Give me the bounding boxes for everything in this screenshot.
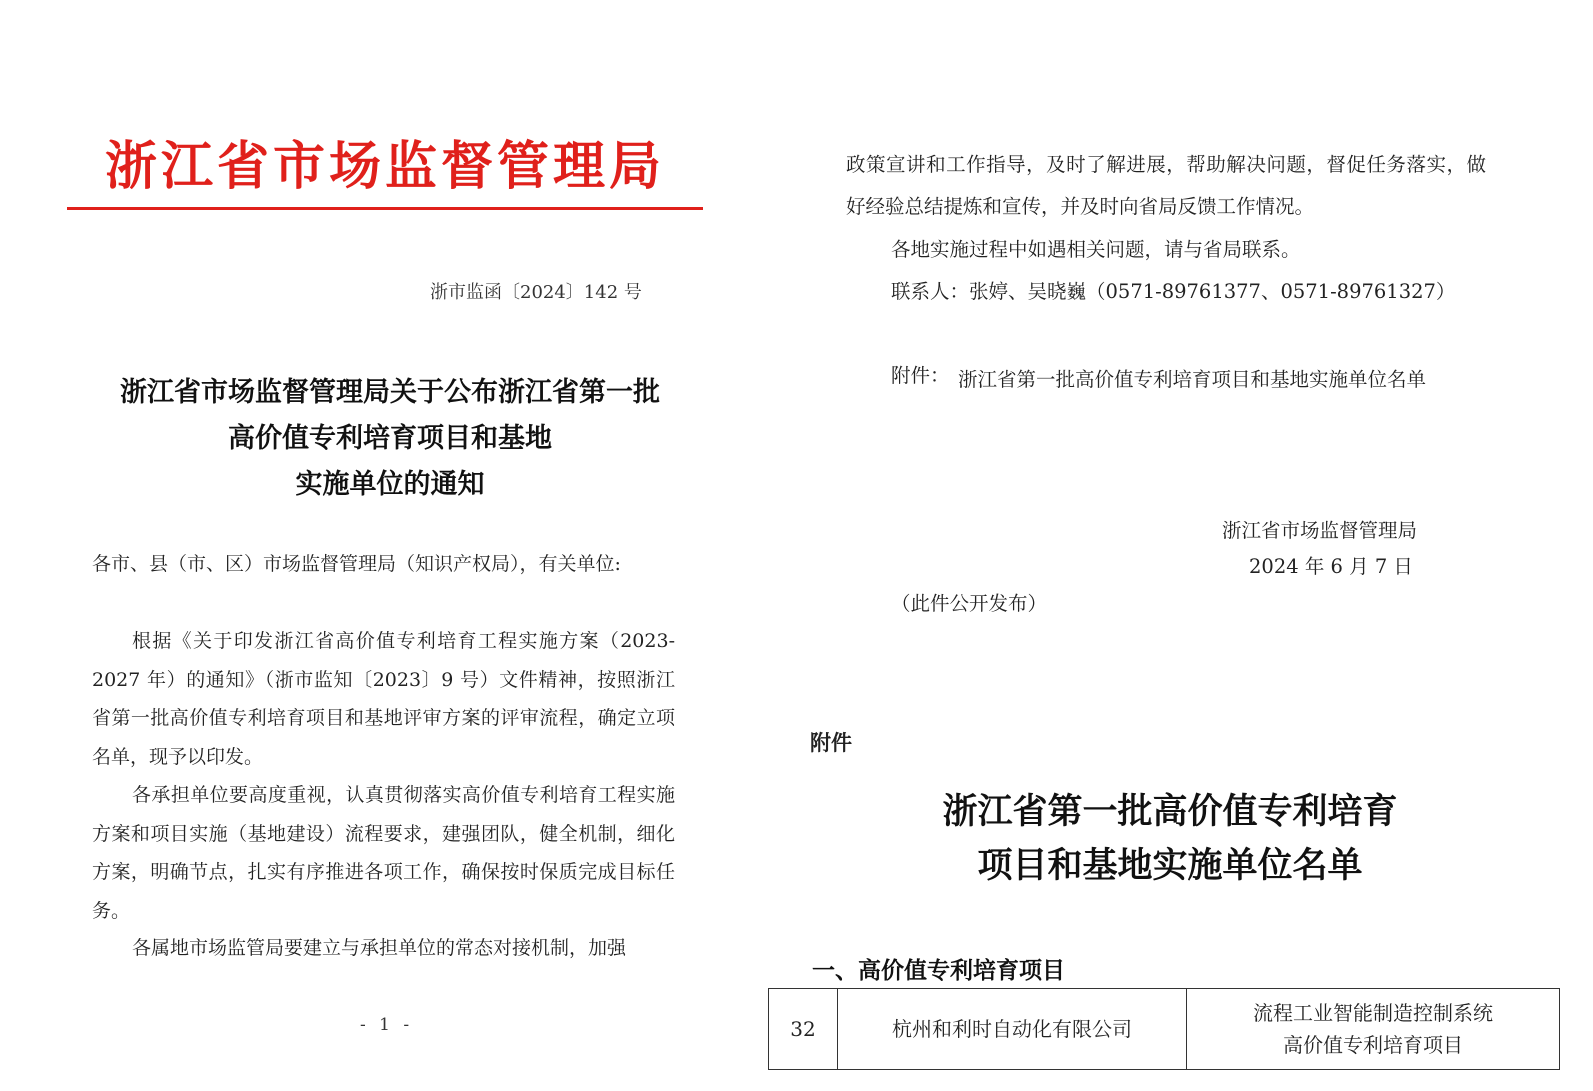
continuation-text: 政策宣讲和工作指导，及时了解进展，帮助解决问题，督促任务落实，做好经验总结提炼和宣传，并及时向省局反馈工作情况。 — [846, 153, 1486, 218]
project-line: 流程工业智能制造控制系统 — [1253, 1001, 1493, 1025]
units-table — [768, 989, 1560, 1070]
annex-title-line: 浙江省第一批高价值专利培育 — [942, 791, 1398, 832]
contact-note: 各地实施过程中如遇相关问题，请与省局联系。 — [891, 238, 1301, 261]
attachment-label: 附件： — [891, 364, 950, 387]
contact-line: 联系人：张婷、吴晓巍（0571-89761377、0571-89761327） — [891, 280, 1456, 303]
annex-label: 附件 — [810, 731, 852, 755]
continuation-paragraph — [846, 144, 1486, 228]
document-number: 浙市监函〔2024〕142 号 — [430, 282, 642, 303]
project-cell — [1187, 989, 1560, 1070]
annex-title — [800, 785, 1540, 893]
body-paragraph: 各属地市场监管局要建立与承担单位的常态对接机制，加强 — [132, 937, 627, 959]
annex-title-line: 项目和基地实施单位名单 — [977, 845, 1363, 886]
page-number: - 1 - — [360, 1015, 414, 1035]
salutation: 各市、县（市、区）市场监督管理局（知识产权局），有关单位: — [92, 553, 621, 575]
body-paragraph: 各承担单位要高度重视，认真贯彻落实高价值专利培育工程实施方案和项目实施（基地建设）流程要求，建强团队，健全机制，细化方案，明确节点，扎实有序推进各项工作，确保按时保质完成目标任务。 — [92, 784, 675, 922]
notice-title-line: 高价值专利培育项目和基地 — [228, 423, 552, 454]
project-line: 高价值专利培育项目 — [1283, 1033, 1463, 1057]
signature-date: 2024 年 6 月 7 日 — [1249, 555, 1413, 578]
signature-org: 浙江省市场监督管理局 — [1222, 519, 1418, 542]
attachment-link[interactable]: 浙江省第一批高价值专利培育项目和基地实施单位名单 — [958, 368, 1427, 391]
issuing-authority-title: 浙江省市场监督管理局 — [104, 137, 665, 197]
publish-note: （此件公开发布） — [891, 592, 1048, 615]
body-paragraph: 根据《关于印发浙江省高价值专利培育工程实施方案（2023-2027 年）的通知》（浙市监知〔2023〕9 号）文件精神，按照浙江省第一批高价值专利培育项目和基地评审方案的评审流程，确定立项名单，现予以印发。 — [92, 630, 675, 768]
notice-title — [80, 370, 700, 508]
section-heading: 一、高价值专利培育项目 — [812, 958, 1065, 984]
table-row — [769, 989, 1560, 1070]
company-cell: 杭州和利时自动化有限公司 — [838, 989, 1187, 1070]
red-header-rule — [67, 207, 703, 210]
notice-title-line: 浙江省市场监督管理局关于公布浙江省第一批 — [120, 377, 660, 408]
notice-title-line: 实施单位的通知 — [295, 469, 485, 500]
row-number-cell: 32 — [769, 989, 838, 1070]
